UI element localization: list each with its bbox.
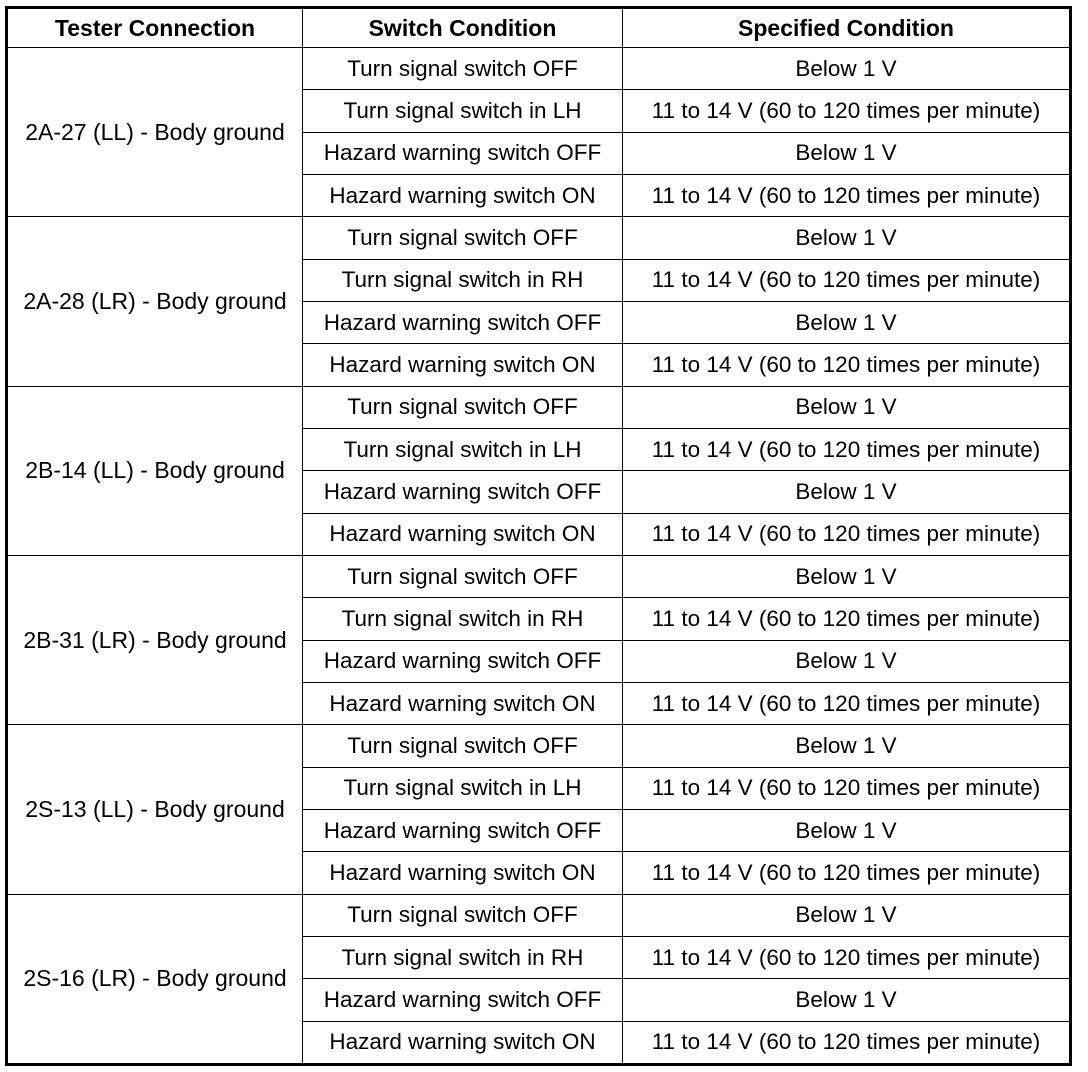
specified-condition-cell: 11 to 14 V (60 to 120 times per minute) [623, 936, 1071, 978]
specified-condition-cell: 11 to 14 V (60 to 120 times per minute) [623, 513, 1071, 555]
spec-table [5, 6, 1072, 1066]
specified-condition-cell: Below 1 V [623, 725, 1071, 767]
specified-condition-cell: Below 1 V [623, 217, 1071, 259]
specified-condition-cell: Below 1 V [623, 809, 1071, 851]
switch-condition-cell: Turn signal switch OFF [303, 894, 623, 936]
specified-condition-cell: 11 to 14 V (60 to 120 times per minute) [623, 174, 1071, 216]
specified-condition-cell: Below 1 V [623, 555, 1071, 597]
switch-condition-cell: Turn signal switch OFF [303, 217, 623, 259]
switch-condition-cell: Turn signal switch in RH [303, 598, 623, 640]
switch-condition-cell: Hazard warning switch OFF [303, 132, 623, 174]
switch-condition-cell: Hazard warning switch OFF [303, 301, 623, 343]
specified-condition-cell: 11 to 14 V (60 to 120 times per minute) [623, 682, 1071, 724]
switch-condition-cell: Hazard warning switch ON [303, 344, 623, 386]
specified-condition-cell: Below 1 V [623, 48, 1071, 90]
switch-condition-cell: Hazard warning switch ON [303, 1021, 623, 1064]
tester-connection-cell: 2S-16 (LR) - Body ground [7, 894, 303, 1064]
switch-condition-cell: Turn signal switch OFF [303, 725, 623, 767]
switch-condition-cell: Hazard warning switch OFF [303, 640, 623, 682]
specified-condition-cell: Below 1 V [623, 471, 1071, 513]
switch-condition-cell: Turn signal switch OFF [303, 386, 623, 428]
header-row [7, 8, 1071, 48]
specified-condition-cell: Below 1 V [623, 979, 1071, 1021]
specified-condition-cell: Below 1 V [623, 640, 1071, 682]
specified-condition-cell: Below 1 V [623, 386, 1071, 428]
specified-condition-cell: 11 to 14 V (60 to 120 times per minute) [623, 428, 1071, 470]
table-row [7, 894, 1071, 936]
table-row [7, 725, 1071, 767]
specified-condition-cell: 11 to 14 V (60 to 120 times per minute) [623, 344, 1071, 386]
switch-condition-cell: Turn signal switch in RH [303, 259, 623, 301]
switch-condition-cell: Hazard warning switch ON [303, 513, 623, 555]
header-switch-condition: Switch Condition [303, 8, 623, 48]
table-row [7, 217, 1071, 259]
table-row [7, 48, 1071, 90]
tester-connection-cell: 2S-13 (LL) - Body ground [7, 725, 303, 894]
switch-condition-cell: Hazard warning switch ON [303, 174, 623, 216]
switch-condition-cell: Hazard warning switch OFF [303, 471, 623, 513]
switch-condition-cell: Turn signal switch in RH [303, 936, 623, 978]
switch-condition-cell: Turn signal switch in LH [303, 90, 623, 132]
table-row [7, 386, 1071, 428]
switch-condition-cell: Turn signal switch OFF [303, 48, 623, 90]
specified-condition-cell: 11 to 14 V (60 to 120 times per minute) [623, 259, 1071, 301]
tester-connection-cell: 2A-28 (LR) - Body ground [7, 217, 303, 386]
switch-condition-cell: Turn signal switch in LH [303, 767, 623, 809]
switch-condition-cell: Hazard warning switch OFF [303, 979, 623, 1021]
table-row [7, 555, 1071, 597]
specified-condition-cell: 11 to 14 V (60 to 120 times per minute) [623, 598, 1071, 640]
tester-connection-cell: 2B-14 (LL) - Body ground [7, 386, 303, 555]
table-body [7, 48, 1071, 1065]
switch-condition-cell: Turn signal switch OFF [303, 555, 623, 597]
table-header [7, 8, 1071, 48]
header-specified-condition: Specified Condition [623, 8, 1071, 48]
tester-connection-cell: 2A-27 (LL) - Body ground [7, 48, 303, 217]
switch-condition-cell: Hazard warning switch OFF [303, 809, 623, 851]
specified-condition-cell: Below 1 V [623, 301, 1071, 343]
tester-connection-cell: 2B-31 (LR) - Body ground [7, 555, 303, 724]
specified-condition-cell: Below 1 V [623, 894, 1071, 936]
header-tester-connection: Tester Connection [7, 8, 303, 48]
specified-condition-cell: Below 1 V [623, 132, 1071, 174]
switch-condition-cell: Hazard warning switch ON [303, 852, 623, 894]
switch-condition-cell: Hazard warning switch ON [303, 682, 623, 724]
specified-condition-cell: 11 to 14 V (60 to 120 times per minute) [623, 1021, 1071, 1064]
specified-condition-cell: 11 to 14 V (60 to 120 times per minute) [623, 852, 1071, 894]
specified-condition-cell: 11 to 14 V (60 to 120 times per minute) [623, 767, 1071, 809]
switch-condition-cell: Turn signal switch in LH [303, 428, 623, 470]
specified-condition-cell: 11 to 14 V (60 to 120 times per minute) [623, 90, 1071, 132]
